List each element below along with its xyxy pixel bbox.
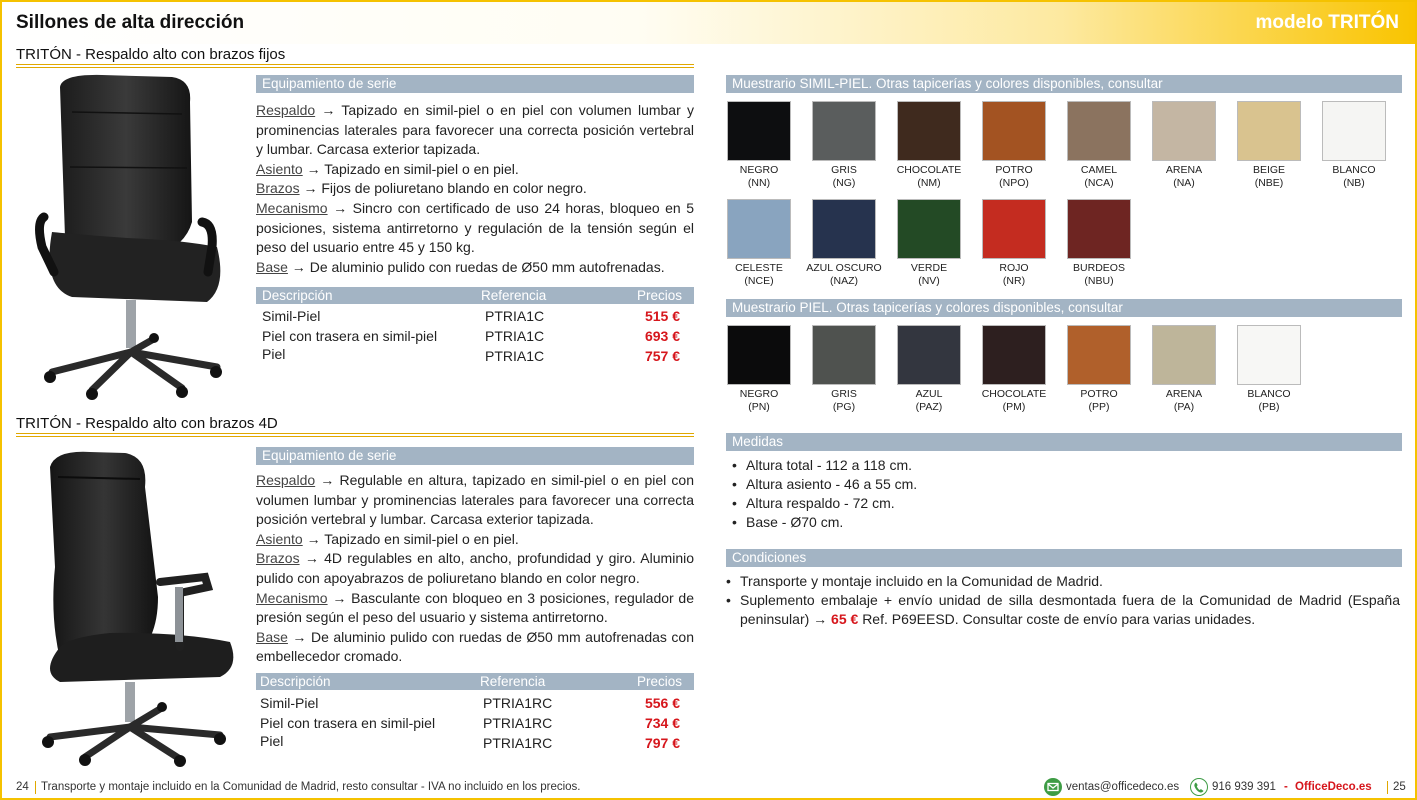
- feature-respaldo: Respaldo → Tapizado en simil-piel o en piel con volumen lumbar y prominencias laterales para favorecer una correcta posición vertebral y lumbar. Carcasa exterior tapizada.: [256, 102, 694, 158]
- swatch-color: [812, 199, 876, 259]
- swatch-code: (NR): [1002, 274, 1026, 287]
- row-ref: PTRIA1C: [485, 348, 545, 364]
- swatch-name: CHOCOLATE: [896, 164, 962, 176]
- medidas-header: Medidas: [726, 433, 1402, 451]
- swatch-label: [1313, 164, 1395, 189]
- swatch-color: [897, 325, 961, 385]
- footer-phone[interactable]: 916 939 391: [1212, 781, 1276, 793]
- feature-asiento: Asiento → Tapizado en simil-piel o en piel.: [256, 530, 519, 547]
- price-row: [256, 306, 694, 326]
- product-2-title: TRITÓN - Respaldo alto con brazos 4D: [16, 415, 278, 432]
- product-1-title: TRITÓN - Respaldo alto con brazos fijos: [16, 46, 286, 63]
- swatch-code: (NBE): [1254, 176, 1284, 189]
- swatch-label: [1143, 388, 1225, 413]
- swatch-gris: [803, 101, 885, 189]
- swatch-label: [1058, 164, 1140, 189]
- swatch-code: (NA): [1173, 176, 1195, 189]
- col-referencia: Referencia: [481, 288, 547, 303]
- swatch-code: (NV): [918, 274, 940, 287]
- swatch-name: BLANCO: [1332, 164, 1376, 176]
- swatch-code: (PA): [1173, 400, 1195, 413]
- feature-key: Base: [256, 258, 288, 275]
- swatch-label: [803, 388, 885, 413]
- page-number-right: 25: [1393, 781, 1406, 793]
- swatch-code: (PN): [748, 400, 770, 413]
- feature-brazos: Brazos → 4D regulables en alto, ancho, profundidad y giro. Aluminio pulido con apoyabrazos de poliuretano blando en color negro.: [256, 550, 694, 586]
- row-price: 734 €: [644, 715, 680, 731]
- swatch-name: GRIS: [831, 388, 857, 400]
- row-ref: PTRIA1C: [485, 308, 545, 324]
- page-title: Sillones de alta dirección: [16, 12, 245, 33]
- swatch-color: [1152, 101, 1216, 161]
- feature-key: Asiento: [256, 160, 303, 177]
- swatch-blanco: [1228, 325, 1310, 413]
- medidas-list: [732, 456, 917, 532]
- row-price: 515 €: [644, 308, 680, 324]
- swatch-name: NEGRO: [739, 388, 779, 400]
- feature-text: De aluminio pulido con ruedas de Ø50 mm autofrenadas con embellecedor cromado.: [256, 628, 694, 665]
- swatch-name: AZUL: [915, 388, 943, 400]
- footer-note: Transporte y montaje incluido en la Comunidad de Madrid, resto consultar - IVA no incluido en los precios.: [41, 781, 581, 793]
- row-desc: Piel: [260, 733, 284, 749]
- swatch-name: POTRO: [1080, 388, 1118, 400]
- feature-text: Regulable en altura, tapizado en simil-piel o en piel con volumen lumbar y prominencias laterales para favorecer una correcta posición vertebral y lumbar. Carcasa exterior tapizada.: [256, 472, 694, 528]
- swatch-color: [982, 199, 1046, 259]
- medida-item: • Base - Ø70 cm.: [732, 513, 917, 532]
- feature-respaldo: Respaldo → Regulable en altura, tapizado en simil-piel o en piel con volumen lumbar y prominencias laterales para favorecer una correcta posición vertebral y lumbar. Carcasa exterior tapizada.: [256, 472, 694, 528]
- product-2-divider: [16, 433, 694, 437]
- swatch-label: [1143, 164, 1225, 189]
- swatch-label: [973, 164, 1055, 189]
- simil-piel-header: Muestrario SIMIL-PIEL. Otras tapicerías y colores disponibles, consultar: [726, 75, 1402, 93]
- chair-4d-arms-image: [30, 447, 240, 767]
- condiciones-header: Condiciones: [726, 549, 1402, 567]
- row-price: 757 €: [644, 348, 680, 364]
- swatch-name: ARENA: [1165, 388, 1203, 400]
- price-row: [256, 326, 694, 346]
- swatch-name: BEIGE: [1252, 164, 1286, 176]
- feature-key: Base: [256, 628, 288, 645]
- feature-mecanismo: Mecanismo → Sincro con certificado de uso 24 horas, bloqueo en 5 posiciones, sistema antirretorno y regulación de la tensión según el peso del usuario entre 45 y 150 kg.: [256, 199, 695, 256]
- swatch-code: (NBU): [1084, 274, 1114, 287]
- swatch-color: [1322, 101, 1386, 161]
- row-ref: PTRIA1RC: [483, 735, 553, 751]
- swatch-label: [888, 164, 970, 189]
- feature-base: Base → De aluminio pulido con ruedas de Ø50 mm autofrenadas con embellecedor cromado.: [256, 628, 694, 665]
- swatch-code: (PG): [832, 400, 856, 413]
- swatch-color: [897, 101, 961, 161]
- swatch-color: [727, 101, 791, 161]
- equip-header-1: Equipamiento de serie: [256, 75, 694, 93]
- footer-separator: [1387, 781, 1388, 794]
- swatch-label: [973, 388, 1055, 413]
- footer-email[interactable]: ventas@officedeco.es: [1066, 781, 1180, 793]
- price-table-2-header: [256, 673, 694, 690]
- feature-mecanismo: Mecanismo → Basculante con bloqueo en 3 posiciones, regulador de presión según el peso del usuario y sistema antirretorno.: [256, 589, 694, 626]
- swatch-name: CAMEL: [1080, 164, 1118, 176]
- swatch-name: BURDEOS: [1073, 262, 1125, 274]
- row-desc: Piel: [262, 346, 286, 362]
- swatch-code: (NB): [1343, 176, 1365, 189]
- feature-key: Brazos: [256, 180, 300, 197]
- swatch-celeste: [718, 199, 800, 287]
- feature-text: Sincro con certificado de uso 24 horas, bloqueo en 5 posiciones, sistema antirretorno y regulación de la tensión según el peso del usuario entre 45 y 150 kg.: [256, 199, 695, 256]
- swatch-name: NEGRO: [739, 164, 779, 176]
- swatch-gris: [803, 325, 885, 413]
- page-header: [2, 2, 1415, 44]
- swatch-color: [727, 325, 791, 385]
- footer-separator: [35, 781, 36, 794]
- swatch-name: POTRO: [995, 164, 1033, 176]
- swatch-color: [897, 199, 961, 259]
- swatch-label: [1228, 388, 1310, 413]
- feature-key: Respaldo: [256, 102, 316, 118]
- row-ref: PTRIA1RC: [483, 715, 553, 731]
- condicion-item: • Transporte y montaje incluido en la Comunidad de Madrid.: [726, 572, 1400, 591]
- swatch-color: [982, 101, 1046, 161]
- swatch-verde: [888, 199, 970, 287]
- condiciones-list: [726, 572, 1400, 629]
- row-price: 693 €: [644, 328, 680, 344]
- swatch-color: [1152, 325, 1216, 385]
- feature-key: Mecanismo: [256, 199, 328, 216]
- feature-key: Asiento: [256, 530, 303, 547]
- swatch-label: [888, 262, 970, 287]
- feature-asiento: Asiento → Tapizado en simil-piel o en piel.: [256, 160, 519, 177]
- feature-text: Tapizado en simil-piel o en piel.: [324, 530, 519, 547]
- features-2: [256, 471, 694, 667]
- page-footer: [2, 774, 1415, 800]
- swatch-blanco: [1313, 101, 1395, 189]
- swatch-code: (PP): [1088, 400, 1110, 413]
- swatch-chocolate: [888, 101, 970, 189]
- swatch-label: [888, 388, 970, 413]
- swatch-burdeos: [1058, 199, 1140, 287]
- col-descripcion: Descripción: [260, 674, 331, 689]
- col-precios: Precios: [636, 674, 682, 689]
- medida-item: • Altura total - 112 a 118 cm.: [732, 456, 917, 475]
- condicion-item: [726, 591, 1400, 629]
- swatch-label: [803, 164, 885, 189]
- swatch-label: [718, 388, 800, 413]
- medida-item: • Altura respaldo - 72 cm.: [732, 494, 917, 513]
- phone-icon: [1190, 778, 1208, 796]
- swatch-color: [1237, 101, 1301, 161]
- swatch-name: CHOCOLATE: [981, 388, 1047, 400]
- mail-icon: [1044, 778, 1062, 796]
- swatch-label: [1058, 262, 1140, 287]
- feature-text: Tapizado en simil-piel o en piel con volumen lumbar y prominencias laterales para favorecer una correcta posición vertebral y lumbar. Carcasa exterior tapizada.: [256, 102, 694, 158]
- feature-brazos: Brazos → Fijos de poliuretano blando en color negro.: [256, 180, 587, 197]
- swatch-color: [982, 325, 1046, 385]
- equip-header-2: Equipamiento de serie: [256, 447, 694, 465]
- swatch-color: [812, 325, 876, 385]
- swatch-azul-oscuro: [803, 199, 885, 287]
- feature-text: 4D regulables en alto, ancho, profundidad y giro. Aluminio pulido con apoyabrazos de poliuretano blando en color negro.: [256, 550, 694, 586]
- swatch-color: [1067, 325, 1131, 385]
- swatch-rojo: [973, 199, 1055, 287]
- feature-text: Basculante con bloqueo en 3 posiciones, regulador de presión según el peso del usuario y sistema antirretorno.: [256, 589, 694, 626]
- swatch-azul: [888, 325, 970, 413]
- swatch-label: [1058, 388, 1140, 413]
- price-row: [256, 733, 694, 753]
- swatch-potro: [1058, 325, 1140, 413]
- condicion-price: 65 €: [831, 611, 859, 627]
- row-ref: PTRIA1C: [485, 328, 545, 344]
- swatch-negro: [718, 101, 800, 189]
- page-number-left: 24: [16, 781, 29, 793]
- row-desc: Piel con trasera en simil-piel: [260, 715, 436, 731]
- swatch-label: [718, 262, 800, 287]
- swatch-name: ARENA: [1165, 164, 1203, 176]
- swatch-code: (NM): [917, 176, 941, 189]
- swatch-name: GRIS: [831, 164, 857, 176]
- product-1-divider: [16, 64, 694, 68]
- row-desc: Simil-Piel: [262, 308, 321, 324]
- swatch-code: (NAZ): [830, 274, 858, 287]
- swatch-label: [718, 164, 800, 189]
- swatch-camel: [1058, 101, 1140, 189]
- feature-key: Brazos: [256, 550, 300, 567]
- swatch-code: (NPO): [999, 176, 1029, 189]
- swatch-color: [812, 101, 876, 161]
- row-desc: Piel con trasera en simil-piel: [262, 328, 438, 344]
- swatch-potro: [973, 101, 1055, 189]
- swatch-name: BLANCO: [1247, 388, 1291, 400]
- row-ref: PTRIA1RC: [483, 695, 553, 711]
- features-1: [256, 101, 694, 277]
- swatch-color: [727, 199, 791, 259]
- feature-text: Tapizado en simil-piel o en piel.: [324, 160, 519, 177]
- col-descripcion: Descripción: [262, 288, 333, 303]
- col-precios: Precios: [636, 288, 682, 303]
- feature-base: Base → De aluminio pulido con ruedas de Ø50 mm autofrenadas.: [256, 258, 665, 275]
- condicion-text: Suplemento embalaje + envío unidad de silla desmontada fuera de la Comunidad de Madrid (España peninsular) →: [740, 592, 1400, 627]
- swatch-code: (PM): [1002, 400, 1026, 413]
- row-desc: Simil-Piel: [260, 695, 319, 711]
- swatch-name: ROJO: [999, 262, 1029, 274]
- swatch-chocolate: [973, 325, 1055, 413]
- swatch-color: [1237, 325, 1301, 385]
- swatch-color: [1067, 101, 1131, 161]
- swatch-code: (PAZ): [915, 400, 943, 413]
- footer-dash: -: [1284, 781, 1288, 793]
- feature-text: Fijos de poliuretano blando en color negro.: [321, 180, 587, 197]
- swatch-label: [1228, 164, 1310, 189]
- swatch-label: [803, 262, 885, 287]
- swatch-beige: [1228, 101, 1310, 189]
- medida-item: • Altura asiento - 46 a 55 cm.: [732, 475, 917, 494]
- swatch-code: (NG): [832, 176, 856, 189]
- swatch-label: [973, 262, 1055, 287]
- swatch-code: (PB): [1258, 400, 1280, 413]
- footer-brand[interactable]: OfficeDeco.es: [1295, 781, 1372, 793]
- swatch-name: CELESTE: [735, 262, 783, 274]
- swatch-code: (NCE): [744, 274, 774, 287]
- price-row: [256, 346, 694, 366]
- condicion-ref: Ref. P69EESD. Consultar coste de envío para varias unidades.: [862, 611, 1256, 627]
- piel-header: Muestrario PIEL. Otras tapicerías y colores disponibles, consultar: [726, 299, 1402, 317]
- swatch-negro: [718, 325, 800, 413]
- row-price: 797 €: [644, 735, 680, 751]
- swatch-color: [1067, 199, 1131, 259]
- row-price: 556 €: [644, 695, 680, 711]
- feature-key: Respaldo: [256, 472, 316, 488]
- model-title: modelo TRITÓN: [1255, 12, 1399, 33]
- col-referencia: Referencia: [480, 674, 546, 689]
- swatch-arena: [1143, 325, 1225, 413]
- feature-key: Mecanismo: [256, 589, 328, 606]
- price-row: [256, 693, 694, 713]
- price-table-1-header: [256, 287, 694, 304]
- swatch-code: (NN): [747, 176, 771, 189]
- swatch-name: VERDE: [910, 262, 948, 274]
- price-row: [256, 713, 694, 733]
- swatch-name: AZUL OSCURO: [806, 262, 882, 274]
- swatch-arena: [1143, 101, 1225, 189]
- chair-fixed-arms-image: [32, 72, 227, 402]
- feature-text: De aluminio pulido con ruedas de Ø50 mm autofrenadas.: [309, 258, 665, 275]
- swatch-code: (NCA): [1084, 176, 1114, 189]
